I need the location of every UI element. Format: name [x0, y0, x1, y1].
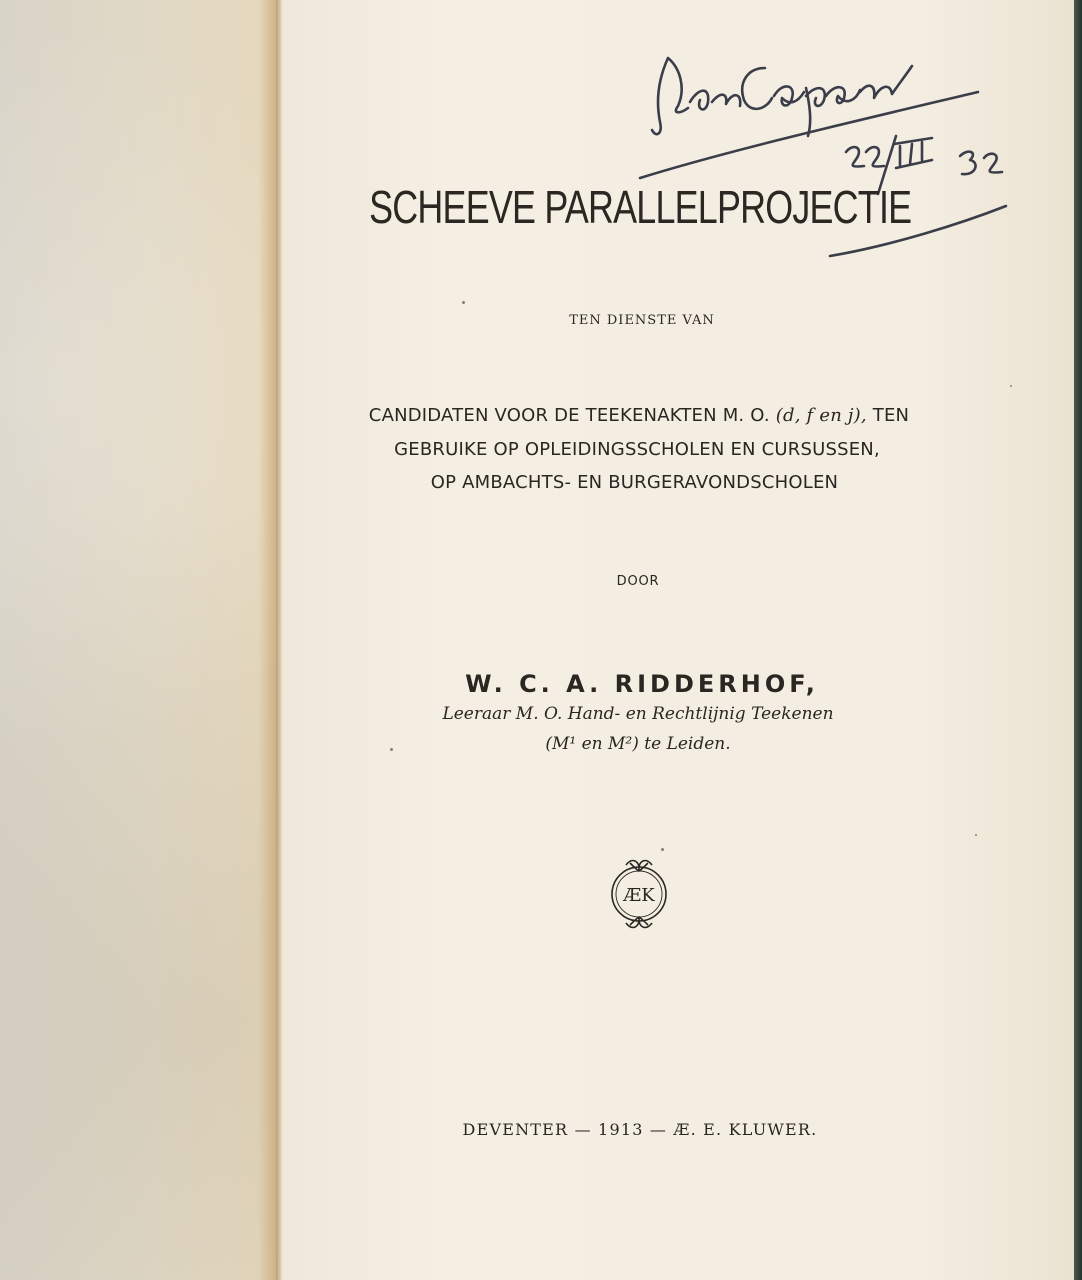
paper-speck: [1010, 385, 1012, 387]
paper-speck: [975, 834, 977, 836]
paper-speck: [462, 301, 465, 304]
audience-line-2: GEBRUIKE OP OPLEIDINGSSCHOLEN EN CURSUSSEN,: [394, 439, 880, 460]
audience-line-1: [282, 405, 996, 426]
paper-speck: [661, 848, 664, 851]
paper-speck: [390, 748, 393, 751]
dedication-intro: TEN DIENSTE VAN: [569, 313, 715, 328]
publisher-emblem-icon: [604, 853, 674, 935]
author-position-line-1: Leeraar M. O. Hand- en Rechtlijnig Teekenen: [442, 704, 834, 724]
imprint: DEVENTER — 1913 — Æ. E. KLUWER.: [462, 1120, 818, 1139]
audience-line-1-end: TEN: [872, 405, 910, 426]
audience-line-1-text: CANDIDATEN VOOR DE TEEKENAKTEN M. O.: [368, 405, 770, 426]
endpaper: [0, 0, 276, 1280]
audience-line-3: OP AMBACHTS- EN BURGERAVONDSCHOLEN: [430, 472, 839, 493]
publisher-emblem-text: ÆK: [623, 885, 655, 906]
book-title: SCHEEVE PARALLELPROJECTIE: [369, 181, 912, 233]
author-name: W. C. A. RIDDERHOF,: [465, 670, 819, 698]
audience-line-1-italic: (d, f en j),: [775, 405, 867, 426]
author-position-line-2: (M¹ en M²) te Leiden.: [545, 734, 731, 754]
cover-edge: [1074, 0, 1082, 1280]
handwritten-signature-icon: [560, 10, 1030, 280]
by-label: DOOR: [616, 574, 660, 589]
